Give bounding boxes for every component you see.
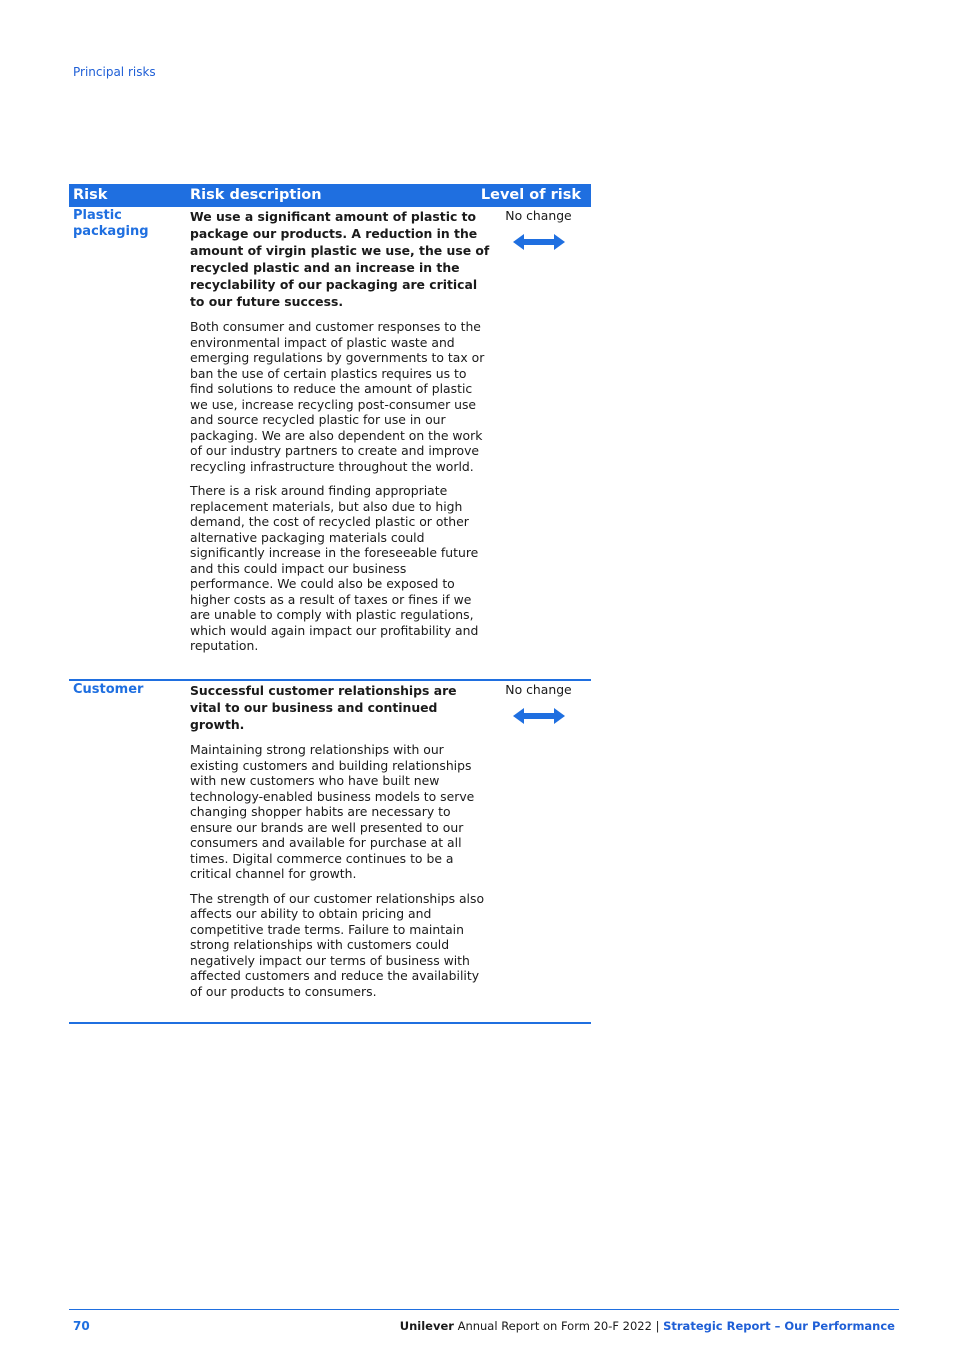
table-header	[69, 184, 591, 207]
table-row	[69, 207, 591, 679]
column-header-risk: Risk	[73, 187, 108, 203]
risk-level	[499, 682, 578, 726]
footer-text	[400, 1319, 895, 1333]
risk-paragraph: Both consumer and customer responses to the environmental impact of plastic waste and emerging regulations by governments to tax or ban the use of certain plastics requires us to find solutions to reduce the amount of plastic we use, increase recycling post-consumer use and source recycled plastic for use in our packaging. We are also dependent on the work of our industry partners to create and improve recycling infrastructure throughout the world.	[190, 319, 485, 474]
footer-section-link[interactable]: Strategic Report – Our Performance	[663, 1319, 895, 1333]
running-header: Principal risks	[73, 65, 156, 79]
risk-level	[499, 208, 578, 252]
risk-name: Customer	[73, 682, 144, 697]
risk-table	[69, 184, 591, 1024]
risk-description	[190, 208, 490, 663]
footer-divider	[69, 1309, 899, 1310]
risk-level-label: No change	[505, 682, 572, 697]
risk-level-label: No change	[505, 208, 572, 223]
risk-name: Plastic packaging	[73, 208, 149, 239]
risk-paragraph: Maintaining strong relationships with our existing customers and building relationships with new customers who have built new technology-enabled business models to serve changing shopper habits are necessary to ensure our brands are well presented to our consumers and available for purchase at all times. Digital commerce continues to be a critical channel for growth.	[190, 742, 475, 881]
risk-paragraph: The strength of our customer relationships also affects our ability to obtain pricing and competitive trade terms. Failure to maintain strong relationships with customers could negatively impact our terms of business with affected customers and reduce the availability of our products to consumers.	[190, 890, 485, 999]
risk-lead-statement: We use a significant amount of plastic to package our products. A reduction in the amount of virgin plastic we use, the use of recycled plastic and an increase in the recyclability of our packaging are critical to our future success.	[190, 209, 490, 309]
table-row	[69, 679, 591, 1024]
footer-report-title: Annual Report on Form 20-F 2022 |	[453, 1319, 664, 1333]
risk-paragraph: There is a risk around finding appropriate replacement materials, but also due to high demand, the cost of recycled plastic or other alternative packaging materials could significantly increase in the foreseeable future and this could impact our business performance. We could also be exposed to higher costs as a result of taxes or fines if we are unable to comply with plastic regulations, which would again impact our profitability and reputation.	[190, 483, 479, 653]
double-arrow-icon	[513, 706, 565, 726]
column-header-description: Risk description	[190, 187, 322, 203]
risk-description	[190, 682, 490, 1008]
risk-lead-statement: Successful customer relationships are vital to our business and continued growth.	[190, 683, 457, 732]
footer-brand: Unilever	[399, 1319, 454, 1333]
page-number: 70	[73, 1319, 90, 1333]
column-header-level: Level of risk	[480, 187, 581, 203]
double-arrow-icon	[513, 232, 565, 252]
